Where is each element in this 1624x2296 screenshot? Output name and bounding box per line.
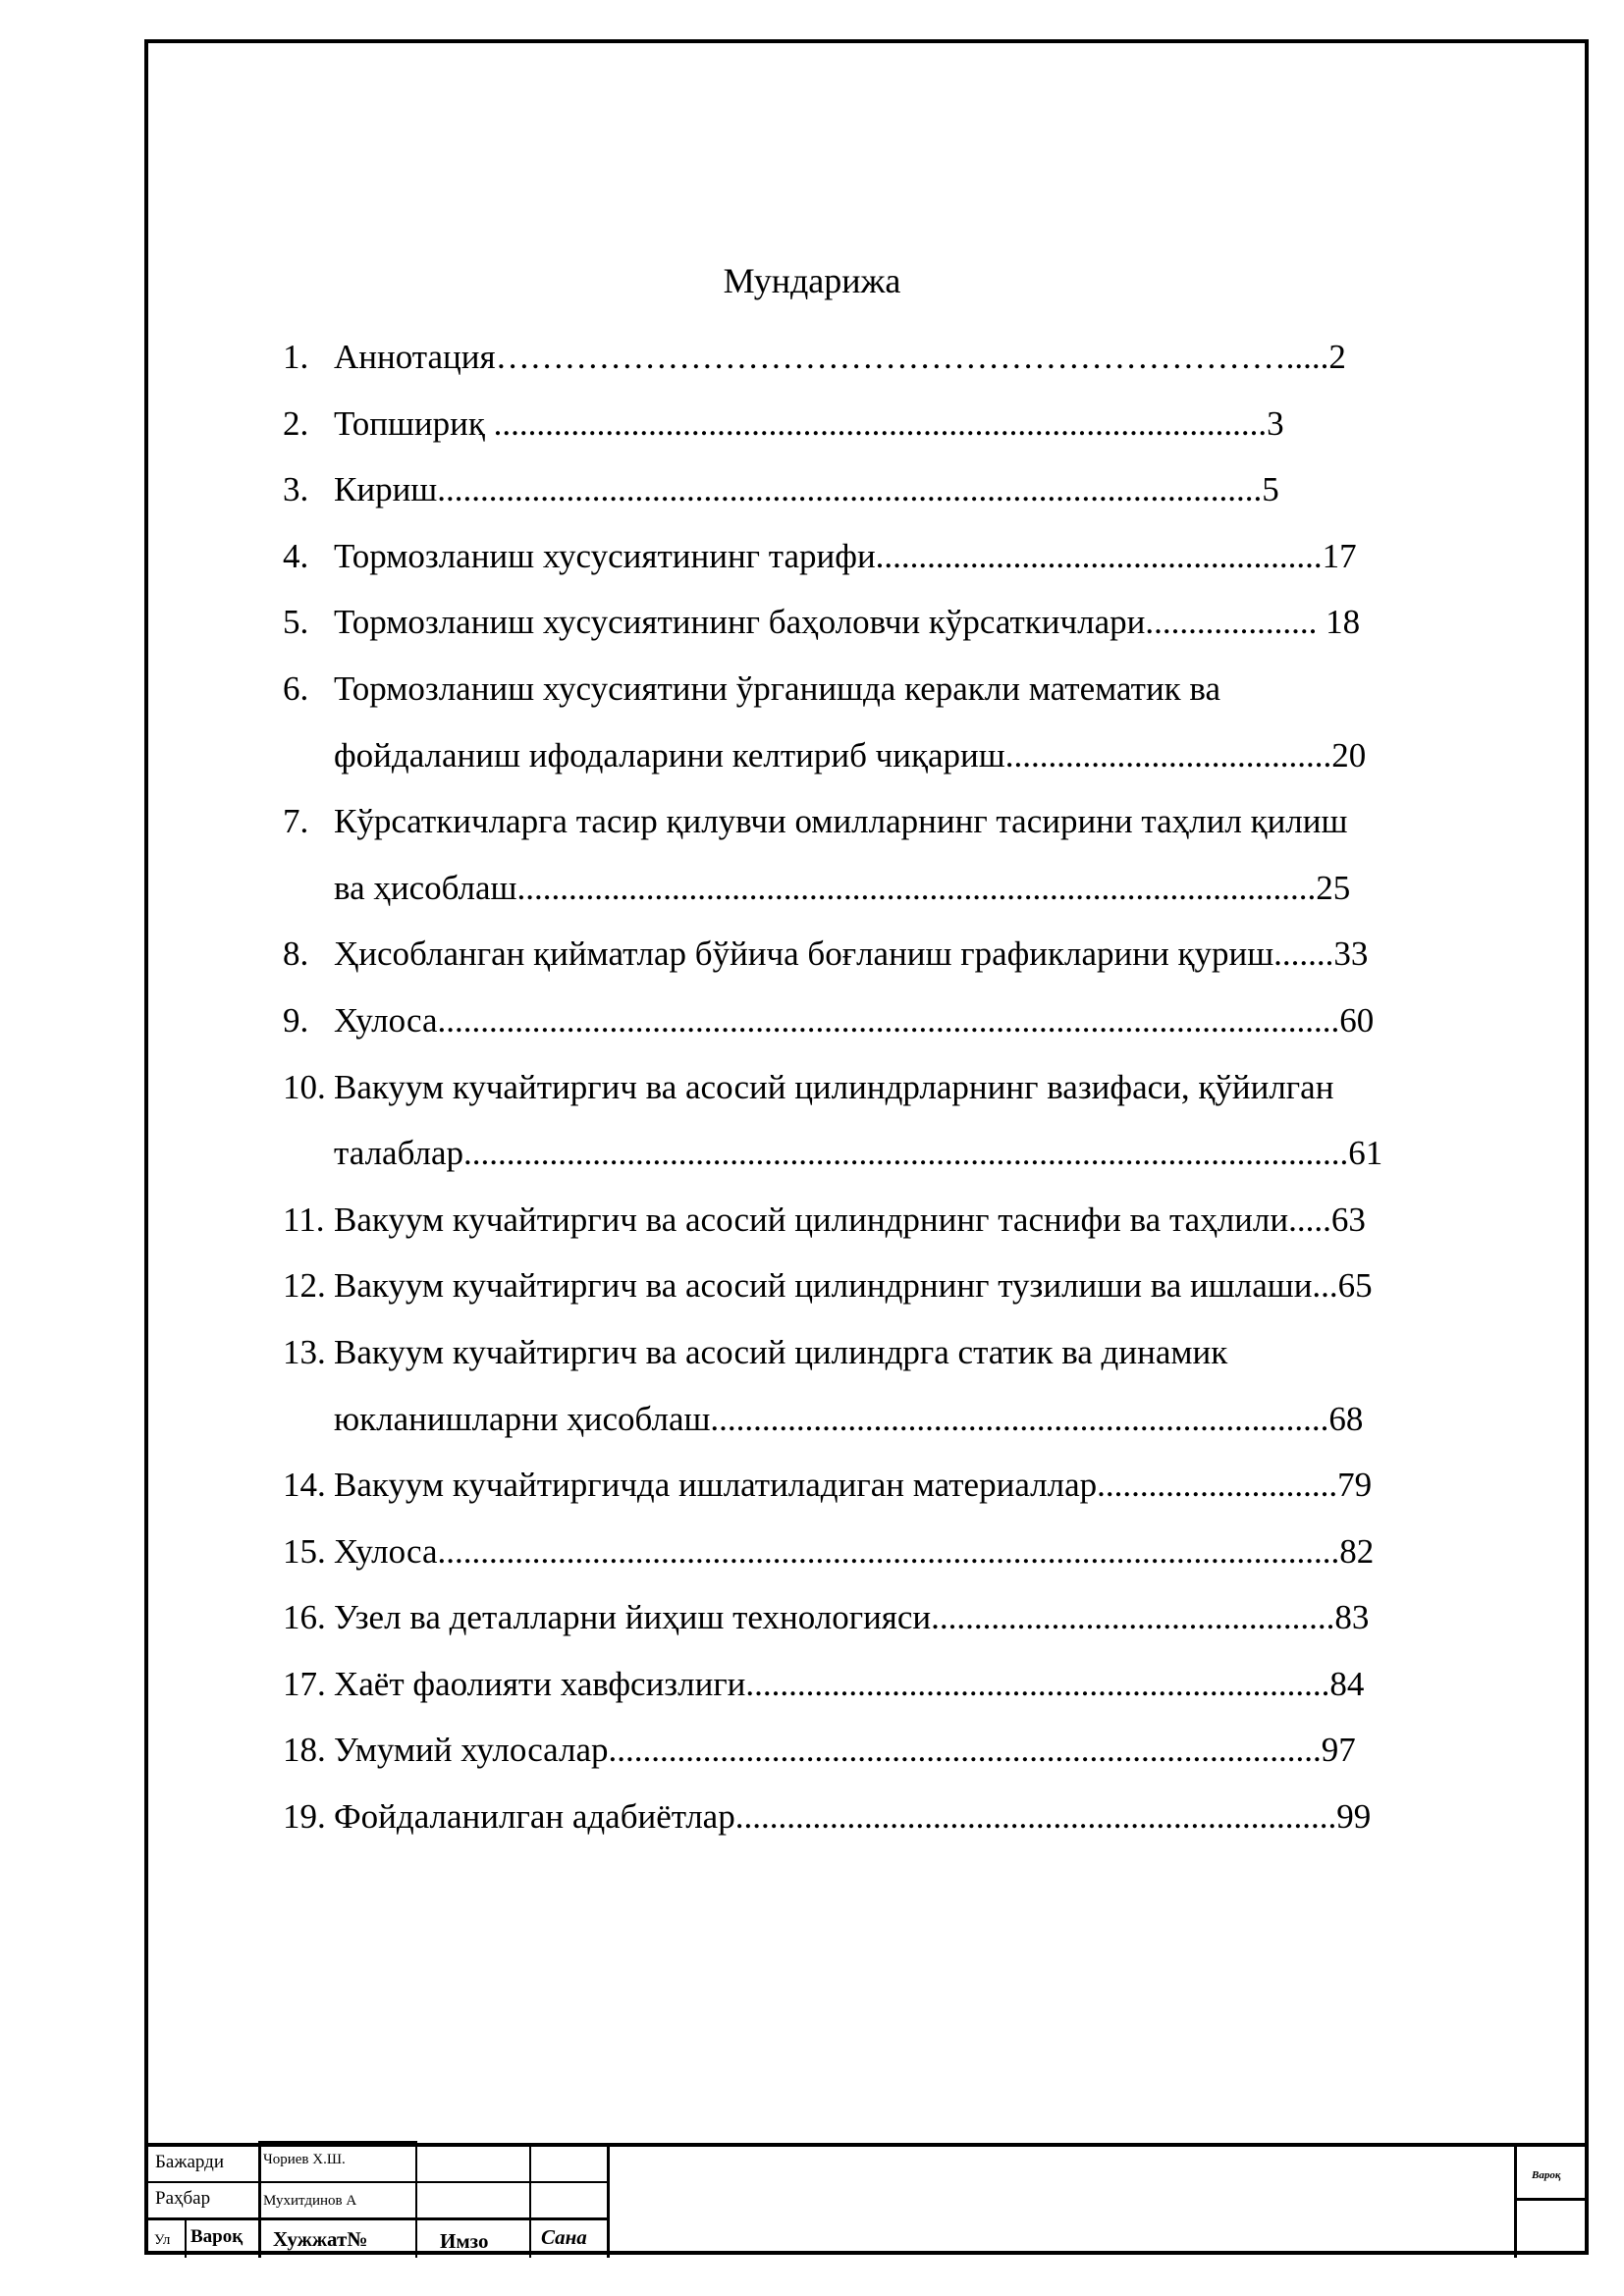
toc-entry-number: 18.: [283, 1731, 326, 1770]
toc-entry-number: 13.: [283, 1332, 326, 1371]
stamp-col-date: Сана: [541, 2225, 587, 2249]
toc-entry-text: Хулоса.........................................................................................................60: [334, 1000, 1375, 1040]
toc-entry: [283, 391, 1510, 457]
stamp-name-supervisor: Мухитдинов А: [263, 2193, 357, 2209]
toc-entry-text: Умумий хулосалар...................................................................................97: [334, 1731, 1356, 1770]
toc-entry-text: Вакуум кучайтиргич ва асосий цилиндрга статик ва динамик: [334, 1332, 1228, 1371]
table-of-contents: [283, 324, 1510, 1850]
toc-entry-text: Вакуум кучайтиргич ва асосий цилиндрнинг таснифи ва таҳлили.....63: [334, 1200, 1366, 1239]
toc-entry-text: Вакуум кучайтиргич ва асосий цилиндрларнинг вазифаси, қўйилган: [334, 1067, 1334, 1106]
toc-entry-number: 11.: [283, 1200, 325, 1239]
toc-entry: [283, 456, 1510, 523]
toc-entry: [283, 1519, 1510, 1585]
toc-entry-text: Вакуум кучайтиргичда ишлатиладиган материаллар............................79: [334, 1466, 1373, 1505]
toc-entry-text: Аннотация…………………………………………………………….....2: [334, 338, 1346, 376]
toc-entry-number: 15.: [283, 1531, 326, 1571]
toc-entry: [283, 788, 1510, 921]
toc-entry-text: Топшириқ ..........................................................................................3: [334, 403, 1284, 443]
toc-entry-text: Узел ва деталларни йиҳиш технологияси...............................................83: [334, 1598, 1370, 1637]
stamp-col-doc-number: Хужжат№: [273, 2227, 368, 2251]
toc-entry: [283, 1717, 1510, 1784]
toc-entry-number: 5.: [283, 603, 309, 642]
stamp-col-ul: Ул: [154, 2232, 171, 2248]
toc-entry-text: Кўрсаткичларга тасир қилувчи омилларнинг тасирини таҳлил қилиш: [334, 802, 1348, 841]
toc-entry-text: Хаёт фаолияти хавфсизлиги....................................................................84: [334, 1664, 1365, 1703]
toc-entry: [283, 1319, 1510, 1452]
toc-entry-number: 1.: [283, 338, 309, 376]
toc-entry-text: Вакуум кучайтиргич ва асосий цилиндрнинг тузилиши ва ишлаши...65: [334, 1266, 1373, 1306]
toc-entry-text: Фойдаланилган адабиётлар......................................................................99: [334, 1797, 1372, 1837]
toc-entry-number: 8.: [283, 934, 309, 974]
toc-entry-number: 12.: [283, 1266, 326, 1306]
stamp-label-supervisor: Раҳбар: [155, 2188, 211, 2209]
toc-entry-number: 16.: [283, 1598, 326, 1637]
toc-entry-number: 3.: [283, 470, 309, 509]
toc-entry: [283, 656, 1510, 788]
toc-entry-number: 14.: [283, 1466, 326, 1505]
toc-entry-text: Тормозланиш хусусиятининг баҳоловчи кўрсаткичлари.................... 18: [334, 603, 1361, 642]
document-title: Мундарижа: [723, 261, 901, 300]
toc-entry-number: 7.: [283, 802, 309, 841]
toc-entry: [283, 1187, 1510, 1254]
toc-entry-text: Тормозланиш хусусиятининг тарифи....................................................17: [334, 536, 1357, 575]
toc-entry-number: 17.: [283, 1664, 326, 1703]
stamp-sheet-label: Варoқ: [1532, 2169, 1561, 2181]
toc-entry: [283, 324, 1510, 391]
toc-entry: [283, 988, 1510, 1054]
toc-entry: [283, 1651, 1510, 1718]
toc-entry: [283, 1784, 1510, 1850]
toc-entry: [283, 589, 1510, 656]
toc-entry-number: 6.: [283, 668, 309, 708]
toc-entry-text: Ҳисобланган қийматлар бўйича боғланиш графикларини қуриш.......33: [334, 934, 1369, 974]
toc-entry: [283, 1452, 1510, 1519]
toc-entry-text: юкланишларни ҳисоблаш........................................................................68: [334, 1399, 1364, 1438]
stamp-label-performed: Бажарди: [155, 2152, 224, 2172]
toc-entry: [283, 921, 1510, 988]
toc-entry-number: 4.: [283, 536, 309, 575]
toc-entry-text: Кириш................................................................................................5: [334, 470, 1279, 509]
toc-entry-text: талаблар.......................................................................................................61: [334, 1134, 1383, 1173]
toc-entry: [283, 523, 1510, 590]
toc-entry: [283, 1584, 1510, 1651]
stamp-name-performed: Чориев Х.Ш.: [263, 2152, 346, 2167]
stamp-col-sheet: Варoқ: [190, 2226, 244, 2247]
toc-entry: [283, 1253, 1510, 1319]
stamp-col-signature: Имзо: [440, 2229, 489, 2253]
toc-entry-number: 9.: [283, 1000, 309, 1040]
toc-entry-text: ва ҳисоблаш.............................................................................................25: [334, 868, 1351, 907]
toc-entry-number: 19.: [283, 1797, 326, 1837]
toc-entry: [283, 1054, 1510, 1187]
toc-entry-number: 10.: [283, 1067, 326, 1106]
toc-entry-number: 2.: [283, 403, 309, 443]
toc-entry-text: Хулоса.........................................................................................................82: [334, 1531, 1375, 1571]
toc-entry-text: Тормозланиш хусусиятини ўрганишда керакли математик ва: [334, 668, 1221, 708]
toc-entry-text: фойдаланиш ифодаларини келтириб чиқариш......................................20: [334, 735, 1367, 774]
